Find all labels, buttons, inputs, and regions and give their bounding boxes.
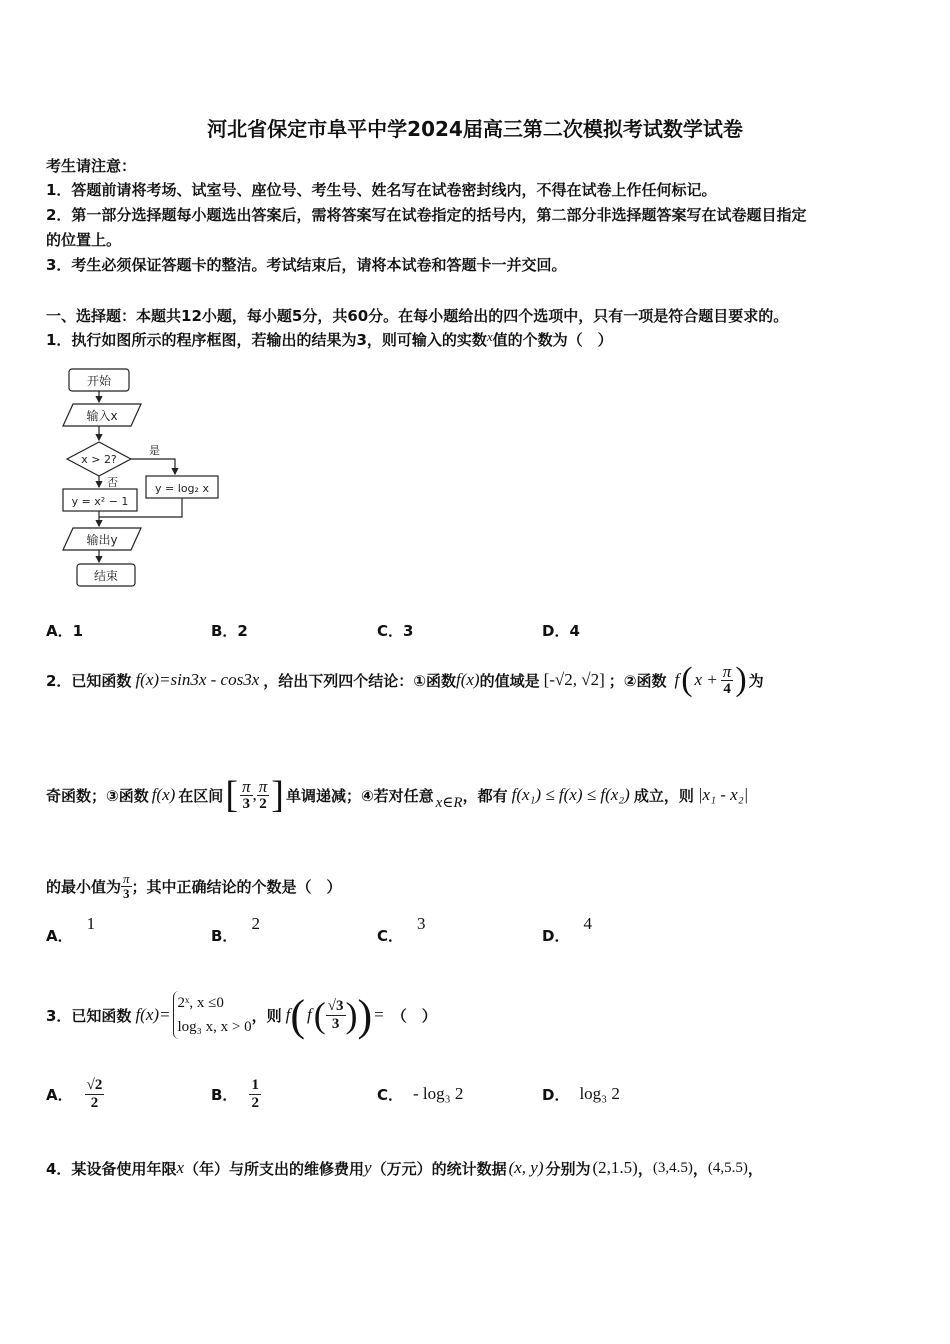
q2-ineq: f(x₁) ≤ f(x) ≤ f(x₂) (511, 785, 630, 804)
q3-option-a-frac (85, 1077, 105, 1112)
q3-option-d[interactable] (542, 1068, 620, 1120)
q2-min-den: 3 (123, 885, 130, 901)
flow-input-label: 输入x (86, 409, 118, 423)
q2-option-b-label: B． (211, 927, 238, 945)
flow-log-label: y = log₂ x (155, 482, 209, 495)
q2-t5: 为 (748, 671, 764, 690)
q2-t2: ，给出下列四个结论：①函数 (263, 671, 456, 690)
q2-t12: ；其中正确结论的个数是（ ） (131, 877, 342, 896)
q3-option-a[interactable] (46, 1068, 104, 1120)
q4-t2: （年）与所支出的维修费用 (184, 1159, 365, 1178)
q3-paren-outer-left: ( (290, 990, 306, 1040)
q3-paren-outer-right: ) (357, 990, 373, 1040)
flow-no-label: 否 (107, 476, 118, 489)
q3-option-d-label: D． (542, 1085, 570, 1104)
q2-t4: ；②函数 (608, 671, 667, 690)
question-2-line-1 (46, 660, 764, 700)
q2-t1: 2．已知函数 (46, 671, 132, 690)
q2-shift-x: x + (694, 670, 718, 689)
q3-case-2: log₃ x, x > 0 (177, 1019, 252, 1035)
q1-option-c[interactable]: C．3 (377, 622, 414, 640)
q1-text-b: 值的个数为（ ） (492, 331, 613, 349)
q2-f1: f(x)=sin3x - cos3x (135, 670, 260, 689)
q2-t10: 成立，则 (633, 786, 694, 805)
q2-int-b-num: π (258, 776, 268, 796)
q4-t4: 分别为 (545, 1159, 591, 1178)
q4-sep1: ， (637, 1159, 653, 1178)
q2-option-a[interactable] (46, 914, 96, 946)
q2-t6: 奇函数；③函数 (46, 786, 149, 805)
q2-int-a-num: π (241, 776, 251, 796)
flowchart (55, 362, 235, 594)
q2-option-c[interactable] (377, 914, 426, 946)
q3-arg-frac (326, 998, 346, 1033)
q2-paren-left: ( (681, 661, 693, 698)
notice-heading: 考生请注意： (46, 157, 137, 175)
q1-text-a: 1．执行如图所示的程序框图，若输出的结果为3，则可输入的实数 (46, 331, 487, 349)
q2-shift-num: π (722, 661, 732, 681)
q2-option-b-value: 2 (251, 914, 260, 933)
flow-output-label: 输出y (86, 533, 118, 547)
q3-eq: = (374, 1005, 384, 1024)
q3-paren-inner-left: ( (313, 995, 326, 1035)
q2-shift-f: f (674, 670, 680, 689)
q2-option-a-label: A． (46, 927, 73, 945)
notice-item-2: 2．第一部分选择题每小题选出答案后，需将答案写在试卷指定的括号内，第二部分非选择题答案写在试卷题目指定 (46, 206, 807, 224)
q3-option-c-value: - log₃ 2 (413, 1084, 464, 1103)
question-2-line-3 (46, 866, 342, 906)
q2-int-b-den: 2 (259, 795, 267, 812)
flow-end-label: 结束 (93, 569, 119, 583)
q2-shift-den: 4 (723, 680, 731, 697)
q4-p2: (3,4.5) (652, 1159, 693, 1176)
q4-pair: (x, y) (508, 1158, 544, 1177)
q3-option-d-value: log₃ 2 (579, 1084, 620, 1103)
q2-option-c-label: C． (377, 927, 404, 945)
flow-start-label: 开始 (86, 374, 112, 388)
q3-option-a-num: √2 (86, 1076, 103, 1093)
q2-int-a-den: 3 (242, 795, 250, 812)
q4-p3: (4,5.5) (707, 1159, 748, 1176)
q2-int-a (240, 778, 253, 813)
q3-option-b-num: 1 (251, 1076, 259, 1093)
q3-t3: （ ） (391, 1006, 437, 1025)
q3-option-c-label: C． (377, 1085, 404, 1104)
q2-xr: x∈R (435, 794, 463, 811)
q3-t1: 3．已知函数 (46, 1006, 132, 1025)
page-title: 河北省保定市阜平中学2024届高三第二次模拟考试数学试卷 (207, 117, 743, 141)
q2-int-b (257, 778, 270, 813)
q2-int-comma: , (252, 785, 257, 804)
q4-x: x (176, 1158, 184, 1177)
q3-option-b[interactable] (211, 1068, 261, 1120)
q2-t7: 在区间 (178, 786, 224, 805)
q1-option-b[interactable]: B．2 (211, 622, 248, 640)
q2-bracket-left: [ (225, 774, 238, 816)
q3-option-c[interactable] (377, 1068, 463, 1120)
q3-option-b-label: B． (211, 1085, 238, 1104)
notice-item-3: 3．考生必须保证答题卡的整洁。考试结束后，请将本试卷和答题卡一并交回。 (46, 256, 567, 274)
q2-option-d[interactable] (542, 914, 592, 946)
q3-option-b-den: 2 (251, 1094, 259, 1111)
q3-inner-f: f (307, 1005, 312, 1024)
q2-absdiff: |x₁ - x₂| (697, 785, 749, 804)
q1-option-d[interactable]: D．4 (542, 622, 580, 640)
q4-p1: (2,1.5) (592, 1158, 638, 1177)
q4-sep2: ， (692, 1159, 708, 1178)
q2-t11: 的最小值为 (46, 877, 122, 896)
q2-shift-frac (721, 663, 734, 698)
flow-square-label: y = x² − 1 (71, 495, 129, 508)
q2-min-num: π (123, 870, 130, 886)
q4-sep3: ， (747, 1159, 763, 1178)
q2-option-b[interactable] (211, 914, 260, 946)
flow-cond-label: x > 2? (81, 453, 117, 466)
q3-option-a-den: 2 (90, 1094, 99, 1111)
q3-fx: f(x)= (135, 1005, 171, 1024)
q4-t3: （万元）的统计数据 (371, 1159, 507, 1178)
flow-yes-label: 是 (149, 444, 160, 457)
question-1-text (46, 329, 613, 350)
q3-option-b-frac (249, 1077, 261, 1112)
q3-arg-num: √3 (327, 997, 344, 1014)
q3-t2: ，则 (251, 1006, 282, 1025)
q3-arg-den: 3 (331, 1015, 340, 1032)
q4-y: y (364, 1158, 372, 1177)
q3-outer-f: f (285, 1005, 291, 1024)
q3-case-1: 2ˣ, x ≤0 (177, 995, 224, 1011)
q2-t8: 单调递减；④若对任意 (285, 786, 434, 805)
question-2-line-2 (46, 770, 748, 820)
q2-min-frac (121, 872, 132, 901)
question-3-text (46, 985, 437, 1045)
q2-option-d-value: 4 (583, 914, 592, 933)
question-4-text (46, 1150, 763, 1186)
q2-t3: 的值域是 (479, 671, 540, 690)
q2-bracket-right: ] (271, 774, 284, 816)
q3-piecewise (173, 991, 252, 1039)
section-heading: 一、选择题：本题共12小题，每小题5分，共60分。在每小题给出的四个选项中，只有一项是符合题目要求的。 (46, 307, 789, 325)
q2-f2: f(x) (455, 670, 480, 689)
q2-option-a-value: 1 (86, 914, 96, 933)
q2-f3: f(x) (151, 785, 176, 804)
q4-t1: 4．某设备使用年限 (46, 1159, 177, 1178)
q2-option-d-label: D． (542, 927, 570, 945)
q2-option-c-value: 3 (417, 914, 426, 933)
q2-paren-right: ) (735, 661, 747, 698)
q2-t9: ，都有 (462, 786, 508, 805)
q1-option-a[interactable]: A．1 (46, 622, 84, 640)
q1-var: x (486, 329, 493, 344)
q3-paren-inner-right: ) (345, 995, 358, 1035)
q3-option-a-label: A． (46, 1085, 73, 1104)
notice-item-2-cont: 的位置上。 (46, 231, 122, 249)
q2-range: [-√2, √2] (543, 670, 605, 689)
notice-item-1: 1．答题前请将考场、试室号、座位号、考生号、姓名写在试卷密封线内，不得在试卷上作任何标记。 (46, 181, 717, 199)
